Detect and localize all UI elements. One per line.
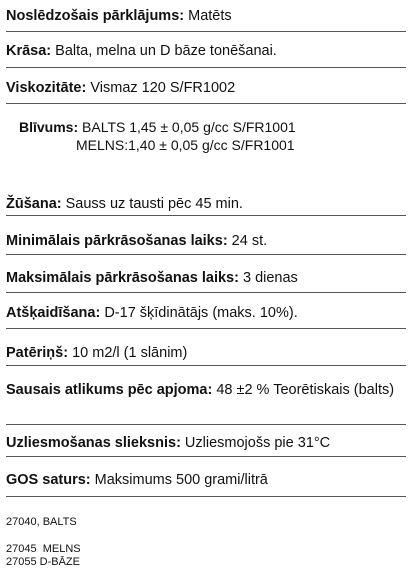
- drying-label: Žūšana:: [6, 196, 62, 212]
- product-code-black: 27045 MELNS: [6, 543, 81, 555]
- finish-value: Matēts: [184, 8, 232, 24]
- density-value-black: MELNS:1,40 ± 0,05 g/cc S/FR1001: [76, 137, 295, 153]
- row-density: [6, 118, 406, 154]
- row-finish: [6, 6, 406, 32]
- density-value-white: BALTS 1,45 ± 0,05 g/cc S/FR1001: [78, 119, 296, 135]
- consumption-value: 10 m2/l (1 slānim): [68, 345, 188, 361]
- row-viscosity: [6, 78, 406, 104]
- viscosity-label: Viskozitāte:: [6, 80, 87, 96]
- row-flash-point: [6, 433, 406, 457]
- min-recoat-label: Minimālais pārkrāsošanas laiks:: [6, 233, 228, 249]
- drying-value: Sauss uz tausti pēc 45 min.: [61, 196, 243, 212]
- color-label: Krāsa:: [6, 43, 52, 59]
- product-code-white-text: 27040, BALTS: [6, 516, 77, 528]
- consumption-label: Patēriņš:: [6, 345, 69, 361]
- max-recoat-label: Maksimālais pārkrāsošanas laiks:: [6, 270, 239, 286]
- row-min-recoat: [6, 231, 406, 255]
- row-consumption: [6, 343, 406, 366]
- solids-label: Sausais atlikums pēc apjoma:: [6, 382, 213, 398]
- solids-value: 48 ±2 % Teorētiskais (balts): [212, 382, 395, 398]
- row-drying: [6, 194, 406, 216]
- flash-point-value: Uzliesmojošs pie 31°C: [180, 435, 331, 451]
- row-voc: [6, 470, 406, 497]
- voc-label: GOS saturs:: [6, 472, 91, 488]
- voc-value: Maksimums 500 grami/litrā: [90, 472, 268, 488]
- row-thinning: [6, 303, 406, 329]
- row-solids: [6, 380, 406, 425]
- max-recoat-value: 3 dienas: [238, 270, 298, 286]
- thinning-label: Atšķaidīšana:: [6, 305, 101, 321]
- product-code-white: [6, 516, 77, 529]
- thinning-value: D-17 šķīdinātājs (maks. 10%).: [100, 305, 298, 321]
- product-code-base-d: 27055 D-BĀZE: [6, 556, 80, 568]
- row-max-recoat: [6, 268, 406, 293]
- row-color: [6, 41, 406, 68]
- density-label: Blīvums:: [19, 119, 79, 135]
- min-recoat-value: 24 st.: [227, 233, 268, 249]
- product-codes-group: [6, 543, 81, 569]
- color-value: Balta, melna un D bāze tonēšanai.: [51, 43, 277, 59]
- viscosity-value: Vismaz 120 S/FR1002: [86, 80, 236, 96]
- finish-label: Noslēdzošais pārklājums:: [6, 8, 185, 24]
- flash-point-label: Uzliesmošanas slieksnis:: [6, 435, 181, 451]
